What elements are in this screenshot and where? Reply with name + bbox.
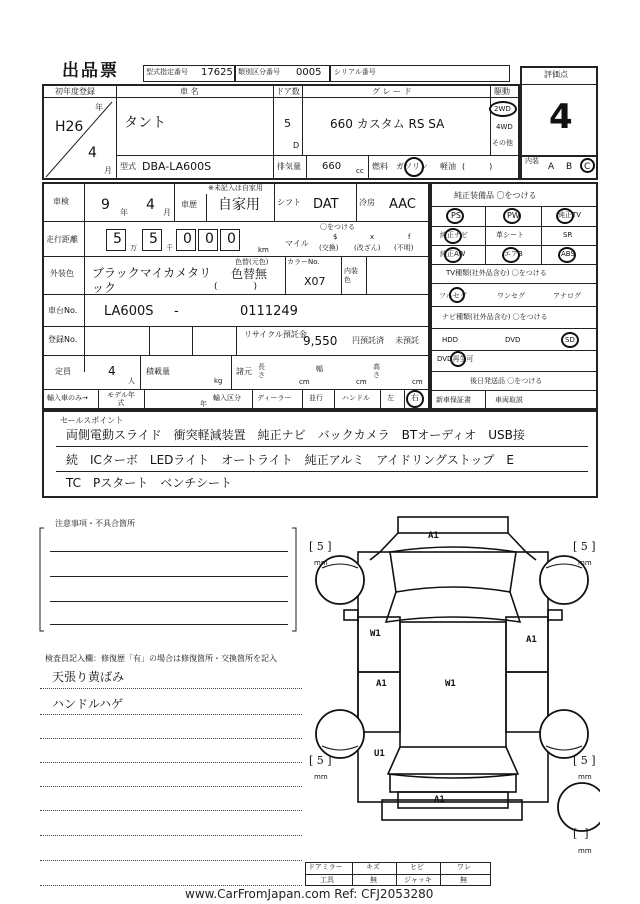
tread-rr-mm: mm [578,773,592,781]
score-label: 評価点 [544,70,568,79]
shift-label: シフト [277,198,301,207]
later-warranty: 新車保証書 [436,396,471,404]
caution-box [38,526,300,634]
reg-no-label: 登録No. [48,335,78,344]
equip-navi-circle [444,228,462,244]
chassis-prefix: LA600S [104,304,154,319]
nav-dvd: DVD [505,336,521,344]
legend-mirror: ドアミラー [308,863,343,871]
dealer: ディーラー [257,394,292,402]
fuel-gasoline-circle [404,157,424,177]
fuel-label: 燃料 [372,162,388,171]
equip-pw: PW [507,211,520,220]
meter-x-label: (改ざん) [354,244,381,252]
dims-label: 諸元 [236,367,252,376]
sales-line-1: 両側電動スライド 衝突軽減装置 純正ナビ バックカメラ BTオーディオ USB接 [66,428,525,442]
tv-fullseg-circle [449,287,465,303]
load-label: 積載量 [146,367,170,376]
interior-a: A [548,162,555,172]
nav-sd: SD [565,336,575,344]
grade-label: グ レ ー ド [372,87,412,96]
fuel-paren: ( ) [462,162,493,171]
tread-fl-mm: mm [314,559,328,567]
legend-tools: 工具 [320,876,334,884]
later-manual: 車両取説 [495,396,523,404]
mileage-digit-5: 0 [227,231,236,247]
equip-aw-circle [444,247,462,263]
doors-value: 5 [284,117,291,130]
tread-rl: [ 5 ] [309,754,332,767]
recolor-paren: ( ) [214,282,258,292]
mark-roof: W1 [445,679,456,689]
mark-rear-bumper: A1 [434,795,445,805]
equip-airbag: エアB [504,250,523,258]
displacement-label: 排気量 [277,162,301,171]
car-diagram [300,512,600,857]
import-label: 輸入車のみ→ [47,394,88,402]
mileage-digit-1: 5 [113,231,122,247]
legend-none-2: 無 [460,876,467,884]
height-label: 高さ [373,363,380,379]
dvd-play: DVD再生可 [437,355,474,363]
handle-right-circle [406,390,424,408]
history-value: 自家用 [218,197,260,213]
equip-navi: 純正ナビ [440,231,468,239]
recycle-value: 9,550 [303,334,338,348]
load-kg: kg [214,377,223,385]
width-cm: cm [356,378,367,386]
first-reg-year-unit: 年 [95,103,103,112]
inspector-line-2: ハンドルハゲ [52,697,124,711]
equip-sr: SR [563,231,573,239]
first-reg-label: 初年度登録 [55,87,95,96]
footer-watermark: www.CarFromJapan.com Ref: CFJ2053280 [185,887,434,901]
dvd-play-circle [450,351,466,367]
first-reg-month-unit: 月 [104,166,112,175]
capacity-value: 4 [108,364,116,378]
equip-aw: 純正AW [440,250,466,258]
shaken-year-unit: 年 [120,208,128,217]
legend-jack: ジャッキ [404,876,432,884]
interior-c-circle [580,158,595,173]
first-reg-month: 4 [88,145,97,161]
category-label: 類別区分番号 [238,68,280,76]
equip-abs-circle [558,247,576,263]
drive-label: 駆動 [494,87,510,96]
doors-label: ドア数 [276,87,300,96]
inspector-line-1: 天張り黄ばみ [52,670,125,684]
serial-label: シリアル番号 [334,68,376,76]
score-value: 4 [549,97,573,137]
legend-ware: ワレ [457,863,471,871]
mark-right-front-door: A1 [526,635,537,645]
drive-4wd: 4WD [496,123,513,131]
tv-title: TV種類(社外品含む) 〇をつける [446,269,547,277]
handle-left: 左 [387,394,394,402]
mileage-digit-3: 0 [183,231,192,247]
ac-value: AAC [389,197,416,212]
mileage-mark: 〇をつける [320,223,355,231]
chassis-number: 0111249 [240,304,298,319]
legend-none-1: 無 [370,876,377,884]
recolor-value: 色替無 [231,267,268,281]
mark-left-rear: U1 [374,749,385,759]
ac-label: 冷房 [359,198,375,207]
meter-s: $ [333,233,338,241]
nav-hdd: HDD [442,336,459,344]
tread-fr-mm: mm [578,559,592,567]
handle-label: ハンドル [342,394,370,402]
meter-f-label: (不明) [394,244,414,252]
interior-b: B [566,162,573,172]
interior-c: C [584,162,591,172]
legend-hibi: ヒビ [410,863,424,871]
mileage-digit-4: 0 [205,231,214,247]
tv-fullseg: フルセグ [439,292,467,300]
nav-sd-circle [561,332,579,348]
nav-title: ナビ種類(社外品含む) 〇をつける [442,313,548,321]
shaken-month-unit: 月 [163,208,171,217]
recycle-label: リサイクル預託金 [244,330,307,339]
equip-tv: 純正TV [558,211,582,219]
meter-x: x [370,233,375,241]
color-value: ブラックマイカメタリック [92,266,212,295]
equip-abs: ABS [561,250,575,258]
meter-s-label: (交換) [319,244,339,252]
form-title: 出品票 [62,61,119,81]
mileage-km: km [258,246,269,254]
equip-tv-circle [556,208,574,224]
shaken-month: 4 [146,197,155,213]
chassis-label: 車台No. [48,306,78,315]
fuel-gasoline: ガソリン [396,162,428,171]
height-cm: cm [412,378,423,386]
mark-left-front-door: W1 [370,629,381,639]
shaken-year: 9 [101,197,110,213]
later-title: 後日発送品 〇をつける [470,377,543,385]
int-color-label: 内装色 [344,267,358,284]
mark-left-rear-door: A1 [376,679,387,689]
equip-airbag-circle [502,247,520,263]
mileage-sen: 千 [166,244,173,252]
category-value: 0005 [296,67,322,78]
tread-rr: [ 5 ] [573,754,596,767]
displacement-cc: cc [356,167,364,175]
equip-leather: 革シート [496,231,524,239]
equip-title: 純正装備品 〇をつける [454,191,537,200]
handle-right: 右 [411,393,419,402]
meter-f: f [408,233,411,241]
color-no-value: X07 [304,275,326,288]
length-label: 長さ [258,363,265,379]
color-label: 外装色 [50,269,74,278]
caution-label: 注意事項・不具合箇所 [55,519,135,528]
model-year-unit: 年 [200,400,207,408]
recolor-label: 色替(元色) [235,258,269,266]
import-type-label: 輸入区分 [213,394,241,402]
tread-fr: [ 5 ] [573,540,596,553]
sales-line-3: TC Pスタート ベンチシート [66,476,233,490]
drive-2wd-circle [489,101,517,117]
capacity-label: 定員 [55,367,71,376]
parallel: 並行 [309,394,323,402]
inspector-label: 検査員記入欄：修復歴「有」の場合は修復箇所・交換箇所を記入 [45,654,277,663]
mileage-label: 走行距離 [46,235,78,244]
tread-rl-mm: mm [314,773,328,781]
drive-2wd: 2WD [494,105,511,113]
tv-oneseg: ワンセグ [497,292,525,300]
interior-label: 内装 [525,157,539,165]
car-name-label: 車 名 [180,87,199,96]
tv-analog: アナログ [553,292,581,300]
grade-value: 660 カスタム RS SA [330,117,445,131]
sales-line-2: 続 ICターボ LEDライト オートライト 純正アルミ アイドリングストップ E [66,453,515,467]
equip-ps-circle [446,208,464,224]
sales-label: セールスポイント [60,416,124,425]
fuel-light-oil: 軽油 [440,162,456,171]
model-year-label: モデル年式 [107,391,135,407]
legend-kizu: キズ [366,863,380,871]
color-no-label: カラーNo. [287,258,320,266]
equip-pw-circle [503,208,521,224]
model-cert-label: 型式指定番号 [146,68,188,76]
history-label: 車歴 [181,200,197,209]
equip-ps: PS [451,211,461,220]
mileage-man: 万 [130,244,137,252]
drive-other: その他 [492,139,513,147]
tread-spare-mm: mm [578,847,592,855]
doors-d: D [293,141,300,150]
tread-spare: [ ] [573,827,589,840]
mark-front-bumper: A1 [428,531,439,541]
width-label: 幅 [316,365,323,373]
model-value: DBA-LA600S [142,160,212,173]
mileage-digit-2: 5 [149,231,158,247]
first-reg-era: H26 [55,119,84,135]
recycle-unpaid: 未預託 [395,336,419,345]
displacement-value: 660 [322,161,342,172]
capacity-unit: 人 [128,377,135,385]
car-name-value: タント [124,115,166,131]
model-label: 型式 [120,162,136,171]
shift-value: DAT [313,197,339,212]
history-note: ※未記入は自家用 [208,184,263,192]
shaken-label: 車検 [53,197,69,206]
length-cm: cm [299,378,310,386]
model-cert-value: 17625 [201,67,233,78]
chassis-dash: - [174,304,179,319]
mile-label: マイル [285,239,309,248]
recycle-paid: 円預託済 [352,336,384,345]
tread-fl: [ 5 ] [309,540,332,553]
